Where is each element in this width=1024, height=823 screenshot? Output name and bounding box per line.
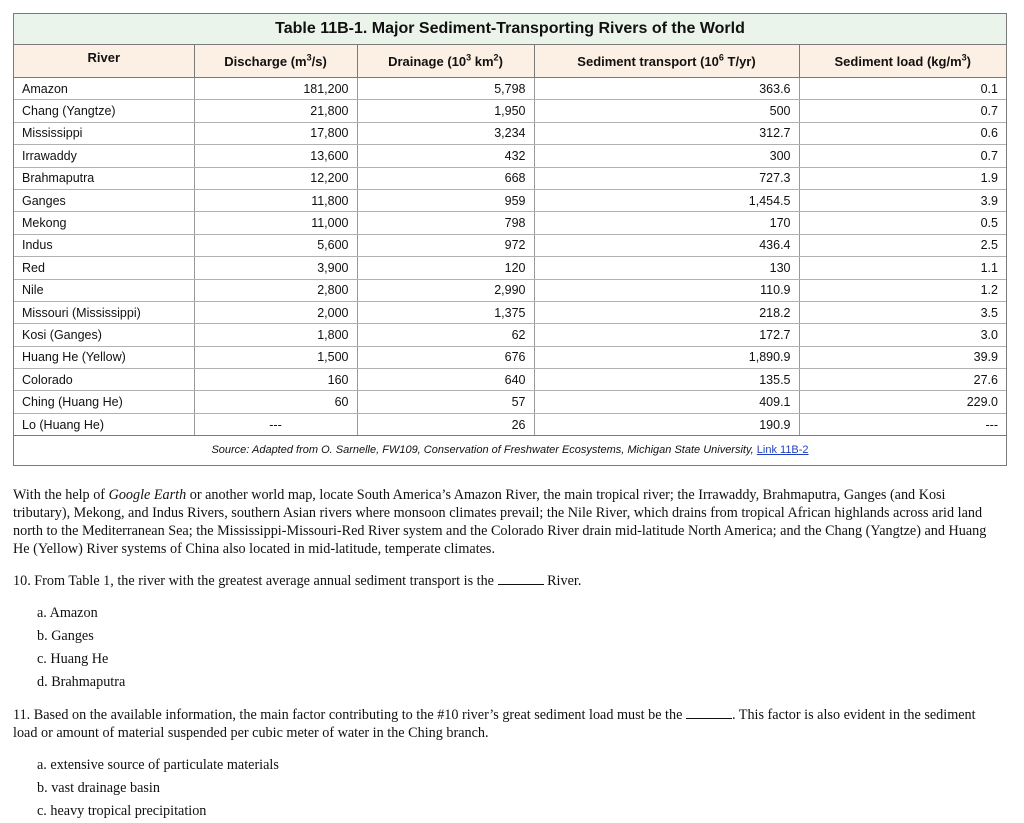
q10-choice-d: d. Brahmaputra [37, 674, 126, 690]
table-row [14, 167, 1006, 189]
cell-sediment-load: 1.9 [799, 167, 1006, 189]
q10-choice-c: c. Huang He [37, 651, 109, 667]
table-row [14, 279, 1006, 301]
cell-sediment-load: 0.1 [799, 78, 1006, 100]
cell-sediment-load: 1.1 [799, 257, 1006, 279]
cell-drainage: 62 [357, 324, 534, 346]
cell-sediment-transport: 135.5 [534, 369, 799, 391]
google-earth-text: Google Earth [108, 487, 187, 503]
q10-choice-b: b. Ganges [37, 628, 94, 644]
q11-choice-c: c. heavy tropical precipitation [37, 803, 207, 819]
col-header-sediment-load: Sediment load $(kg/m^3)$ [799, 45, 1006, 78]
cell-discharge: 11,800 [194, 189, 357, 211]
table-row [14, 189, 1006, 211]
cell-drainage: 1,375 [357, 301, 534, 323]
source-text: Source: Adapted from O. Sarnelle, FW109, Conservation of Freshwater Ecosystems, Michigan State University, [211, 444, 757, 457]
cell-river: Colorado [14, 369, 194, 391]
question-11: 11. Based on the available information, the main factor contributing to the #10 river’s great sediment load must be the . This factor is also evident in the sediment load or amount of material suspended per cubic meter of water in the Ching branch. [13, 707, 976, 741]
cell-sediment-transport: 218.2 [534, 301, 799, 323]
cell-river: Irrawaddy [14, 145, 194, 167]
cell-sediment-transport: 409.1 [534, 391, 799, 413]
question-10: 10. From Table 1, the river with the greatest average annual sediment transport is the River. [13, 573, 582, 589]
cell-river: Red [14, 257, 194, 279]
cell-drainage: 432 [357, 145, 534, 167]
intro-paragraph: With the help of Google Earth or another world map, locate South America’s Amazon River, the main tropical river; the Irrawaddy, Brahmaputra, Ganges (and Kosi tributary), Mekong, and Indus Rivers, southern Asian rivers where monsoon climates prevail; the Nile River, which drains from tropical African highlands across arid land north to the Mediterranean Sea; the Mississippi-Missouri-Red River system and the Colorado River drain mid-latitude North America; and the Chang (Yangtze) and Huang He (Yellow) River systems of China also located in mid-latitude, temperate climates. [13, 487, 987, 557]
col-header-discharge: Discharge $(m^3/s)$ [194, 45, 357, 78]
cell-discharge: 11,000 [194, 212, 357, 234]
cell-sediment-load: 0.6 [799, 122, 1006, 144]
cell-sediment-transport: 436.4 [534, 234, 799, 256]
cell-sediment-transport: 1,454.5 [534, 189, 799, 211]
cell-sediment-load: 3.5 [799, 301, 1006, 323]
cell-sediment-load: 229.0 [799, 391, 1006, 413]
cell-sediment-transport: 172.7 [534, 324, 799, 346]
cell-discharge: 181,200 [194, 78, 357, 100]
col-header-sediment-transport: Sediment transport ($10^6$ T/yr) [534, 45, 799, 78]
cell-drainage: 5,798 [357, 78, 534, 100]
table-row [14, 369, 1006, 391]
cell-sediment-transport: 1,890.9 [534, 346, 799, 368]
col-header-drainage: Drainage ($10^3$ $km^2$) [357, 45, 534, 78]
cell-discharge: --- [194, 413, 357, 435]
cell-discharge: 2,000 [194, 301, 357, 323]
cell-sediment-transport: 363.6 [534, 78, 799, 100]
cell-discharge: 17,800 [194, 122, 357, 144]
cell-discharge: 1,500 [194, 346, 357, 368]
cell-river: Ganges [14, 189, 194, 211]
cell-drainage: 2,990 [357, 279, 534, 301]
cell-drainage: 972 [357, 234, 534, 256]
cell-sediment-transport: 300 [534, 145, 799, 167]
table-body [14, 78, 1006, 436]
q11-choice-b: b. vast drainage basin [37, 780, 160, 796]
cell-sediment-transport: 130 [534, 257, 799, 279]
q11-blank [686, 706, 732, 719]
cell-sediment-transport: 312.7 [534, 122, 799, 144]
cell-sediment-load: 0.7 [799, 145, 1006, 167]
table-row [14, 257, 1006, 279]
cell-sediment-load: 3.0 [799, 324, 1006, 346]
cell-drainage: 798 [357, 212, 534, 234]
cell-drainage: 120 [357, 257, 534, 279]
cell-sediment-load: 1.2 [799, 279, 1006, 301]
cell-river: Nile [14, 279, 194, 301]
table-row [14, 324, 1006, 346]
table-row [14, 78, 1006, 100]
cell-sediment-load: 27.6 [799, 369, 1006, 391]
cell-river: Lo (Huang He) [14, 413, 194, 435]
cell-discharge: 21,800 [194, 100, 357, 122]
cell-discharge: 2,800 [194, 279, 357, 301]
table-row [14, 212, 1006, 234]
source-link[interactable]: Link 11B-2 [756, 444, 809, 457]
table-row [14, 391, 1006, 413]
table-row [14, 100, 1006, 122]
cell-river: Mekong [14, 212, 194, 234]
q11-choice-a: a. extensive source of particulate materials [37, 757, 279, 773]
cell-sediment-transport: 500 [534, 100, 799, 122]
table-row [14, 301, 1006, 323]
cell-sediment-load: 39.9 [799, 346, 1006, 368]
table-header-row [14, 45, 1006, 78]
q11-choices [37, 754, 279, 823]
cell-sediment-load: --- [799, 413, 1006, 435]
sediment-table [14, 45, 1006, 436]
table-source [14, 436, 1006, 465]
cell-sediment-transport: 170 [534, 212, 799, 234]
table-row [14, 122, 1006, 144]
q10-choice-a: a. Amazon [37, 605, 98, 621]
cell-discharge: 3,900 [194, 257, 357, 279]
cell-drainage: 3,234 [357, 122, 534, 144]
table-row [14, 234, 1006, 256]
cell-drainage: 1,950 [357, 100, 534, 122]
cell-river: Ching (Huang He) [14, 391, 194, 413]
cell-river: Brahmaputra [14, 167, 194, 189]
cell-discharge: 1,800 [194, 324, 357, 346]
cell-sediment-transport: 190.9 [534, 413, 799, 435]
cell-sediment-transport: 727.3 [534, 167, 799, 189]
q10-choices [37, 602, 125, 694]
cell-discharge: 12,200 [194, 167, 357, 189]
table-row [14, 145, 1006, 167]
cell-drainage: 26 [357, 413, 534, 435]
cell-discharge: 5,600 [194, 234, 357, 256]
cell-discharge: 60 [194, 391, 357, 413]
cell-river: Mississippi [14, 122, 194, 144]
cell-sediment-transport: 110.9 [534, 279, 799, 301]
cell-discharge: 13,600 [194, 145, 357, 167]
cell-drainage: 640 [357, 369, 534, 391]
cell-drainage: 668 [357, 167, 534, 189]
q10-blank [498, 572, 544, 585]
cell-drainage: 676 [357, 346, 534, 368]
table-row [14, 413, 1006, 435]
col-header-river: River [14, 45, 194, 78]
cell-river: Huang He (Yellow) [14, 346, 194, 368]
cell-drainage: 959 [357, 189, 534, 211]
cell-sediment-load: 3.9 [799, 189, 1006, 211]
cell-sediment-load: 2.5 [799, 234, 1006, 256]
cell-discharge: 160 [194, 369, 357, 391]
table-title: Table 11B-1. Major Sediment-Transporting Rivers of the World [14, 14, 1006, 45]
cell-river: Amazon [14, 78, 194, 100]
cell-drainage: 57 [357, 391, 534, 413]
table-row [14, 346, 1006, 368]
cell-sediment-load: 0.7 [799, 100, 1006, 122]
cell-river: Indus [14, 234, 194, 256]
cell-river: Missouri (Mississippi) [14, 301, 194, 323]
cell-river: Chang (Yangtze) [14, 100, 194, 122]
cell-river: Kosi (Ganges) [14, 324, 194, 346]
cell-sediment-load: 0.5 [799, 212, 1006, 234]
sediment-table-container [13, 13, 1007, 466]
